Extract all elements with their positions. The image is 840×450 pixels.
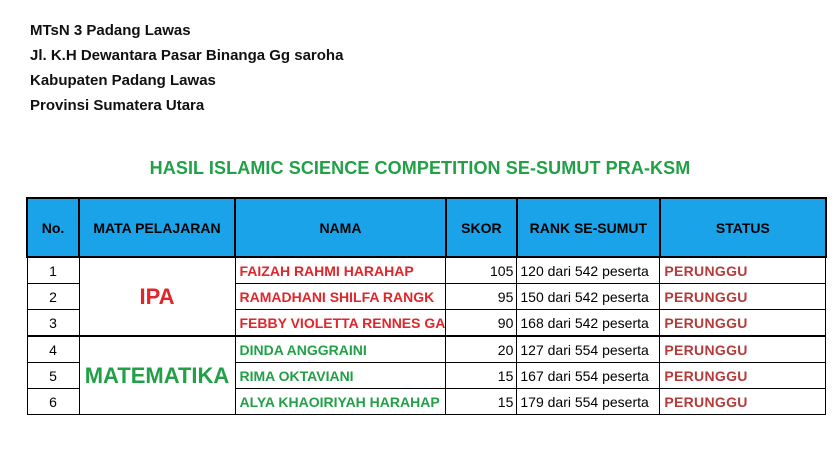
row-no: 1	[27, 257, 79, 284]
status: PERUNGGU	[660, 310, 826, 337]
status: PERUNGGU	[660, 257, 826, 284]
student-name: ALYA KHAOIRIYAH HARAHAP	[235, 389, 446, 415]
status: PERUNGGU	[660, 363, 826, 389]
score: 95	[446, 284, 517, 310]
score: 20	[446, 336, 517, 363]
header-no: No.	[27, 198, 79, 257]
row-no: 2	[27, 284, 79, 310]
row-no: 3	[27, 310, 79, 337]
status: PERUNGGU	[660, 284, 826, 310]
header-name: NAMA	[235, 198, 446, 257]
row-no: 4	[27, 336, 79, 363]
score: 15	[446, 389, 517, 415]
status: PERUNGGU	[660, 336, 826, 363]
header-score: SKOR	[446, 198, 517, 257]
subject-ipa: IPA	[79, 257, 235, 336]
rank: 150 dari 542 peserta	[517, 284, 660, 310]
school-regency: Kabupaten Padang Lawas	[30, 72, 216, 89]
results-table	[26, 197, 827, 415]
student-name: FAIZAH RAHMI HARAHAP	[235, 257, 446, 284]
student-name: FEBBY VIOLETTA RENNES GA	[235, 310, 446, 337]
rank: 179 dari 554 peserta	[517, 389, 660, 415]
row-no: 6	[27, 389, 79, 415]
status: PERUNGGU	[660, 389, 826, 415]
rank: 168 dari 542 peserta	[517, 310, 660, 337]
rank: 167 dari 554 peserta	[517, 363, 660, 389]
table-header-row	[27, 198, 826, 257]
student-name: DINDA ANGGRAINI	[235, 336, 446, 363]
subject-matematika: MATEMATIKA	[79, 336, 235, 415]
rank: 120 dari 542 peserta	[517, 257, 660, 284]
score: 15	[446, 363, 517, 389]
student-name: RIMA OKTAVIANI	[235, 363, 446, 389]
school-name: MTsN 3 Padang Lawas	[30, 22, 191, 39]
header-rank: RANK SE-SUMUT	[517, 198, 660, 257]
table-row	[27, 336, 826, 363]
header-status: STATUS	[660, 198, 826, 257]
score: 105	[446, 257, 517, 284]
school-province: Provinsi Sumatera Utara	[30, 97, 205, 114]
table-row	[27, 257, 826, 284]
school-address: Jl. K.H Dewantara Pasar Binanga Gg saroha	[30, 47, 344, 64]
rank: 127 dari 554 peserta	[517, 336, 660, 363]
header-subject: MATA PELAJARAN	[79, 198, 235, 257]
student-name: RAMADHANI SHILFA RANGK	[235, 284, 446, 310]
page-title: HASIL ISLAMIC SCIENCE COMPETITION SE-SUMUT PRA-KSM	[149, 158, 691, 178]
school-header	[30, 18, 343, 118]
row-no: 5	[27, 363, 79, 389]
score: 90	[446, 310, 517, 337]
